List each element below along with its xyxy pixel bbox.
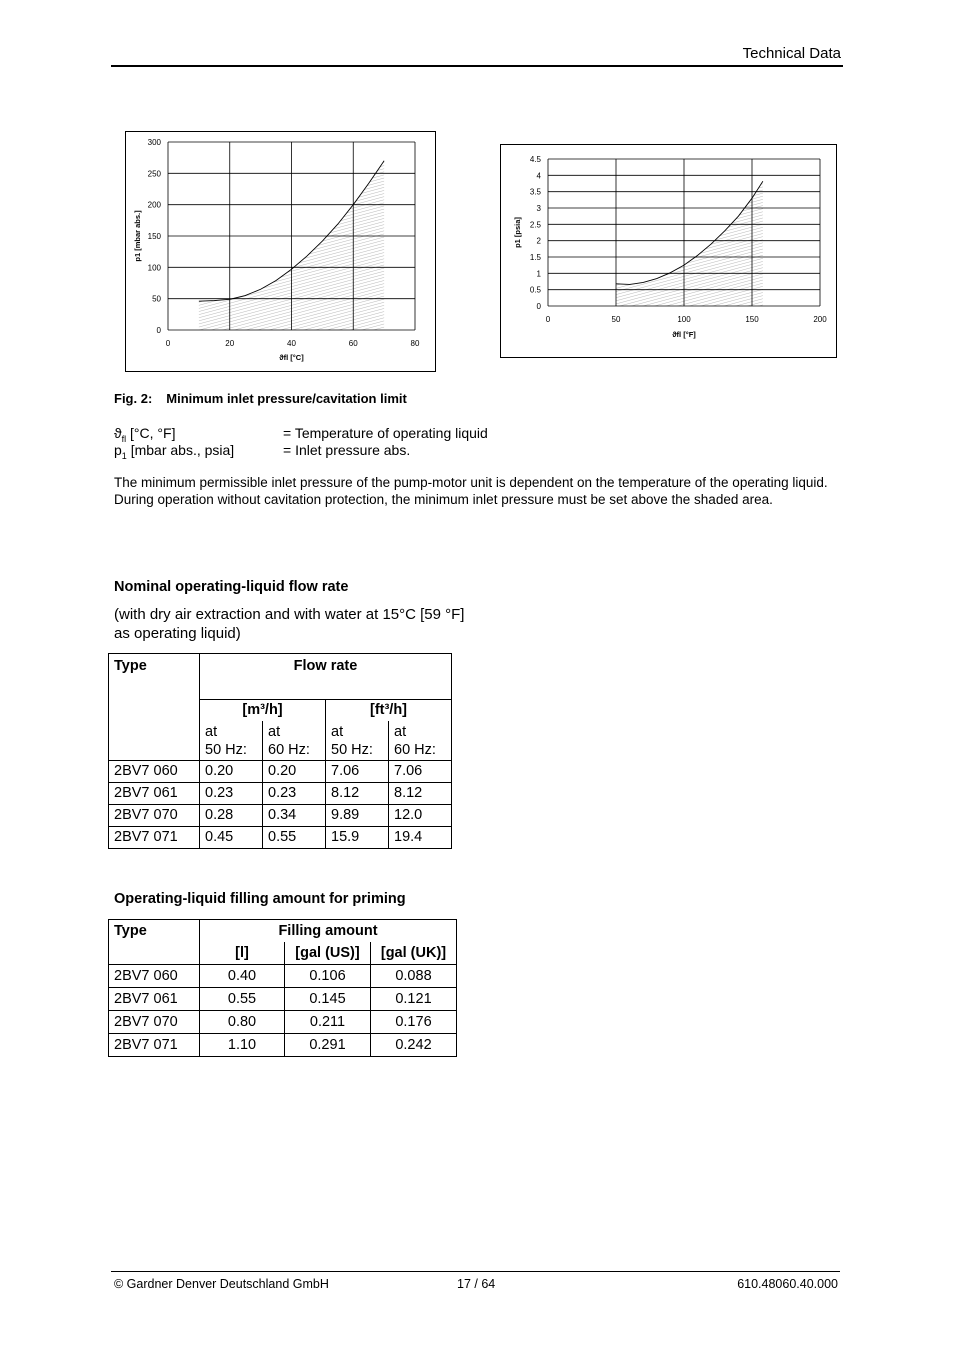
flow-value-cell: 0.55 xyxy=(263,827,326,849)
x-tick-label: 20 xyxy=(225,339,235,348)
chart-celsius-svg xyxy=(126,132,435,371)
table-row xyxy=(109,1011,457,1034)
table-row xyxy=(109,805,452,827)
legend-desc-temperature: = Temperature of operating liquid xyxy=(283,425,488,441)
description-line-2: During operation without cavitation protection, the minimum inlet pressure must be set above the shaded area. xyxy=(114,492,773,507)
y-tick-label: 4 xyxy=(536,171,541,181)
legend-symbol-pressure: $p_1$ [mbar abs., psia] xyxy=(114,442,235,461)
y-tick-label: 0 xyxy=(156,326,161,335)
flow-value-cell: 0.23 xyxy=(200,783,263,805)
table-row xyxy=(109,988,457,1011)
filling-amount-table xyxy=(108,919,457,1057)
flow-unit-ft3h: [ft³/h] xyxy=(326,700,452,722)
description-line-1: The minimum permissible inlet pressure of the pump-motor unit is dependent on the temperature of the operating liquid. xyxy=(114,475,828,490)
flow-unit-m3h: [m³/h] xyxy=(200,700,326,722)
flow-value-cell: 7.06 xyxy=(389,761,452,783)
flow-value-cell: 9.89 xyxy=(326,805,389,827)
fill-value-cell: 0.291 xyxy=(285,1034,371,1057)
legend-symbol-temperature: $ϑ_{fl}$ [°C, °F] xyxy=(114,425,176,444)
x-tick-label: 0 xyxy=(545,315,551,324)
description-paragraph xyxy=(114,474,842,508)
fill-value-cell: 0.40 xyxy=(200,965,285,988)
y-tick-label: 50 xyxy=(152,294,161,304)
chart-celsius xyxy=(125,131,436,372)
fill-unit-gal-uk: [gal (UK)] xyxy=(371,942,457,965)
table-row xyxy=(109,965,457,988)
flow-rate-table xyxy=(108,653,452,849)
y-tick-label: 1 xyxy=(536,269,541,279)
fill-value-cell: 0.176 xyxy=(371,1011,457,1034)
y-axis-label: p1 [psia] xyxy=(513,217,522,248)
x-tick-label: 200 xyxy=(813,315,827,324)
chart-fahrenheit xyxy=(500,144,837,358)
flow-value-cell: 0.28 xyxy=(200,805,263,827)
y-axis-label: p1 [mbar abs.] xyxy=(133,210,142,262)
fill-value-cell: 1.10 xyxy=(200,1034,285,1057)
chart-fahrenheit-svg xyxy=(501,145,836,357)
x-tick-label: 80 xyxy=(410,339,420,348)
flow-value-cell: 7.06 xyxy=(326,761,389,783)
footer-document-number: 610.48060.40.000 xyxy=(737,1277,838,1291)
fill-value-cell: 0.55 xyxy=(200,988,285,1011)
x-axis-label: ϑfl [°F] xyxy=(672,330,696,339)
x-tick-label: 0 xyxy=(165,339,171,348)
y-tick-label: 3 xyxy=(536,204,541,213)
flow-value-cell: 15.9 xyxy=(326,827,389,849)
footer-page-number: 17 / 64 xyxy=(457,1277,496,1291)
flow-value-cell: 8.12 xyxy=(389,783,452,805)
figure-caption xyxy=(114,391,407,406)
fill-value-cell: 0.121 xyxy=(371,988,457,1011)
table-row xyxy=(109,783,452,805)
flow-value-cell: 0.45 xyxy=(200,827,263,849)
fill-type-cell: 2BV7 060 xyxy=(109,965,200,988)
y-tick-label: 300 xyxy=(147,138,161,147)
flow-value-cell: 12.0 xyxy=(389,805,452,827)
figure-caption-number: Fig. 2: xyxy=(114,391,153,406)
fill-type-cell: 2BV7 071 xyxy=(109,1034,200,1057)
flow-type-cell: 2BV7 061 xyxy=(109,783,200,805)
fill-unit-liter: [l] xyxy=(200,942,285,965)
flow-type-cell: 2BV7 070 xyxy=(109,805,200,827)
header-rule xyxy=(111,65,843,67)
footer-copyright: © Gardner Denver Deutschland GmbH xyxy=(114,1277,329,1291)
fill-value-cell: 0.211 xyxy=(285,1011,371,1034)
flow-value-cell: 0.23 xyxy=(263,783,326,805)
fill-type-header: Type xyxy=(109,920,200,965)
filling-amount-heading: Operating-liquid filling amount for priming xyxy=(114,891,406,907)
x-axis-label: ϑfl [°C] xyxy=(279,353,304,362)
flow-value-cell: 0.20 xyxy=(200,761,263,783)
y-tick-label: 2 xyxy=(536,236,541,246)
freq-60-ft3: at 60 Hz: xyxy=(389,721,452,761)
shaded-cavitation-area xyxy=(616,181,763,306)
x-tick-label: 60 xyxy=(348,339,358,348)
fill-amount-header: Filling amount xyxy=(200,920,457,943)
y-tick-label: 150 xyxy=(147,232,161,241)
flow-type-header: Type xyxy=(109,654,200,761)
fill-value-cell: 0.242 xyxy=(371,1034,457,1057)
fill-value-cell: 0.145 xyxy=(285,988,371,1011)
fill-value-cell: 0.80 xyxy=(200,1011,285,1034)
flow-value-cell: 19.4 xyxy=(389,827,452,849)
flow-type-cell: 2BV7 060 xyxy=(109,761,200,783)
table-row xyxy=(109,1034,457,1057)
freq-50-ft3: at 50 Hz: xyxy=(326,721,389,761)
y-tick-label: 3.5 xyxy=(529,187,541,197)
footer-rule xyxy=(111,1271,840,1272)
flow-rate-header: Flow rate xyxy=(200,654,452,700)
fill-unit-gal-us: [gal (US)] xyxy=(285,942,371,965)
flow-value-cell: 8.12 xyxy=(326,783,389,805)
table-row xyxy=(109,761,452,783)
flow-rate-note: (with dry air extraction and with water at 15°C [59 °F] as operating liquid) xyxy=(114,606,465,642)
x-tick-label: 100 xyxy=(677,315,691,324)
flow-value-cell: 0.34 xyxy=(263,805,326,827)
figure-caption-text: Minimum inlet pressure/cavitation limit xyxy=(166,391,407,406)
y-tick-label: 200 xyxy=(147,200,161,210)
fill-type-cell: 2BV7 070 xyxy=(109,1011,200,1034)
y-tick-label: 4.5 xyxy=(529,155,541,164)
fill-type-cell: 2BV7 061 xyxy=(109,988,200,1011)
freq-60-m3: at 60 Hz: xyxy=(263,721,326,761)
x-tick-label: 40 xyxy=(287,339,296,348)
x-tick-label: 50 xyxy=(611,315,621,324)
header-title: Technical Data xyxy=(742,45,841,62)
legend-desc-pressure: = Inlet pressure abs. xyxy=(283,442,411,458)
fill-value-cell: 0.106 xyxy=(285,965,371,988)
y-tick-label: 0.5 xyxy=(529,285,541,295)
flow-rate-heading: Nominal operating-liquid flow rate xyxy=(114,579,349,595)
y-tick-label: 100 xyxy=(147,263,161,273)
y-tick-label: 0 xyxy=(536,302,541,311)
y-tick-label: 2.5 xyxy=(529,220,541,230)
flow-value-cell: 0.20 xyxy=(263,761,326,783)
fill-value-cell: 0.088 xyxy=(371,965,457,988)
table-row xyxy=(109,827,452,849)
x-tick-label: 150 xyxy=(745,315,759,324)
y-tick-label: 250 xyxy=(147,169,161,179)
y-tick-label: 1.5 xyxy=(529,253,541,262)
flow-type-cell: 2BV7 071 xyxy=(109,827,200,849)
freq-50-m3: at 50 Hz: xyxy=(200,721,263,761)
